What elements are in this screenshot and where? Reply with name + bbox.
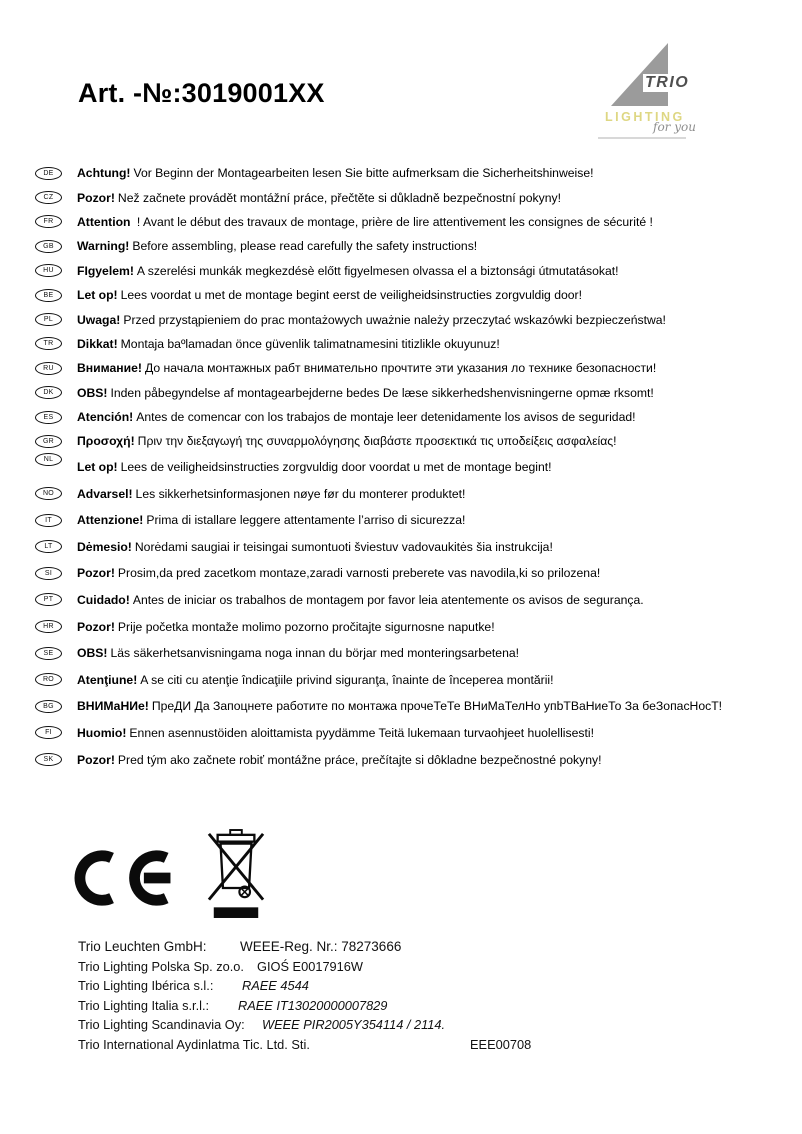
warning-row	[35, 454, 795, 481]
language-badge	[35, 362, 62, 375]
page-title: Art. -№:3019001XX	[78, 78, 325, 108]
language-code: DE	[43, 169, 54, 177]
language-badge	[35, 540, 62, 553]
language-code: CZ	[43, 194, 54, 202]
language-code: GB	[43, 242, 54, 250]
language-badge	[35, 240, 62, 253]
warning-row	[35, 405, 795, 429]
warning-sentence: Prima di istallare leggere attentamente l’arriso di sicurezza!	[146, 513, 466, 528]
language-badge	[35, 620, 62, 633]
language-code: PT	[43, 596, 54, 604]
warning-row	[35, 507, 795, 534]
language-badge	[35, 726, 62, 739]
language-code: GR	[42, 437, 55, 445]
warning-keyword: Warning!	[77, 239, 130, 254]
warning-text	[77, 540, 553, 554]
warning-text	[77, 264, 619, 278]
warning-row	[35, 640, 795, 667]
language-code: RU	[43, 364, 54, 372]
warning-row	[35, 332, 795, 356]
conformity-marks	[72, 828, 265, 920]
warnings-list	[35, 161, 795, 773]
language-badge	[35, 514, 62, 527]
company-name: Trio Lighting Scandinavia Oy:	[78, 1017, 245, 1033]
warning-text	[77, 313, 666, 327]
warning-row	[35, 210, 795, 234]
language-badge	[35, 215, 62, 228]
language-code: DK	[43, 389, 54, 397]
language-badge	[35, 673, 62, 686]
warning-row	[35, 693, 795, 720]
warning-text	[77, 361, 656, 375]
warning-keyword: Dėmesio!	[77, 539, 132, 554]
language-code: SI	[44, 569, 53, 577]
warning-sentence: Lees voordat u met de montage begint eerst de veiligheidsinstructies zorgvuldig door!	[120, 288, 582, 303]
language-badge	[35, 567, 62, 580]
warning-sentence: Prije početka montaže molimo pozorno pročitajte sigurnosne naputke!	[117, 619, 495, 634]
language-code: NL	[43, 456, 54, 464]
language-code: BG	[43, 702, 54, 710]
warning-keyword: Pozor!	[77, 752, 115, 767]
language-code: SK	[43, 756, 54, 764]
warning-sentence: Než začnete provádět montážní práce, přečtěte si důkladně bezpečnostní pokyny!	[117, 190, 561, 205]
language-badge	[35, 453, 62, 466]
warning-row	[35, 480, 795, 507]
warning-keyword: Huomio!	[77, 725, 127, 740]
warning-sentence: Prosim,da pred zacetkom montaze,zaradi varnosti preberete vas navodila,ki so prilozena!	[117, 566, 601, 581]
warning-text	[77, 566, 600, 580]
trio-lighting-text: LIGHTING	[605, 110, 685, 124]
language-code: SE	[43, 649, 54, 657]
registration-number: WEEE PIR2005Y354114 / 2114.	[262, 1017, 446, 1033]
warning-row	[35, 356, 795, 380]
warning-row	[35, 533, 795, 560]
warning-text	[77, 239, 477, 253]
warning-sentence: Ennen asennustöiden aloittamista pyydämme Teitä lukemaan turvaohjeet huolellisesti!	[129, 725, 594, 740]
warning-sentence: A se citi cu atenţie îndicaţiile privind siguranţa, înainte de începerea montării!	[140, 672, 554, 687]
company-name: Trio International Aydinlatma Tic. Ltd. Sti.	[78, 1036, 310, 1052]
registration-number: WEEE-Reg. Nr.: 78273666	[240, 939, 402, 954]
company-name: Trio Leuchten GmbH:	[78, 939, 207, 954]
language-code: TR	[43, 340, 54, 348]
warning-row	[35, 666, 795, 693]
warning-row	[35, 234, 795, 258]
warning-sentence: До начала монтажных рабт внимательно прочтите эти указания ло технике безопасности!	[144, 361, 657, 376]
warning-text	[77, 753, 601, 767]
company-row	[78, 959, 728, 978]
warning-keyword: Attenzione!	[77, 513, 144, 528]
warning-sentence: Montaja baºlamadan önce güvenlik talimatnamesini titizlikle okuyunuz!	[120, 336, 500, 351]
weee-crossed-out-bin-icon	[207, 828, 265, 920]
company-name: Trio Lighting Polska Sp. zo.o.	[78, 959, 244, 974]
language-code: LT	[44, 543, 53, 551]
warning-keyword: Dikkat!	[77, 336, 118, 351]
ce-mark-icon	[72, 838, 187, 918]
language-code: HR	[43, 623, 54, 631]
company-row	[78, 978, 728, 997]
language-code: FR	[43, 218, 54, 226]
language-badge	[35, 487, 62, 500]
warning-keyword: Προσοχή!	[77, 434, 135, 449]
warning-sentence: Läs säkerhetsanvisningama noga innan du börjar med monteringsarbetena!	[110, 646, 520, 661]
company-name: Trio Lighting Ibérica s.l.:	[78, 978, 214, 994]
warning-text	[77, 726, 594, 740]
language-badge	[35, 753, 62, 766]
warning-keyword: Uwaga!	[77, 312, 121, 327]
language-badge	[35, 647, 62, 660]
warning-sentence: Vor Beginn der Montagearbeiten lesen Sie bitte aufmerksam die Sicherheitshinweise!	[133, 166, 594, 181]
warning-text	[77, 337, 500, 351]
trio-brand-text: TRIO	[645, 74, 690, 91]
warning-sentence: Przed przystąpieniem do prac montażowych uważnie należy przeczytać wskazówki bezpieczeństwa!	[123, 312, 666, 327]
warning-keyword: Pozor!	[77, 619, 115, 634]
warning-sentence: Before assembling, please read carefully the safety instructions!	[132, 239, 478, 254]
warning-row	[35, 613, 795, 640]
language-badge	[35, 167, 62, 180]
warning-keyword: Cuidado!	[77, 592, 130, 607]
warning-keyword: Advarsel!	[77, 486, 133, 501]
warning-text	[77, 620, 495, 634]
language-badge	[35, 313, 62, 326]
warning-text	[77, 699, 722, 713]
warning-text	[77, 487, 465, 501]
warning-sentence: Pred tým ako začnete robiť montážne práce, prečítajte si dôkladne bezpečnostné pokyny!	[117, 752, 602, 767]
warning-sentence: ! Avant le début des travaux de montage, prière de lire attentivement les consignes de sécurité !	[133, 214, 653, 229]
warning-text	[77, 410, 636, 424]
language-code: NO	[42, 490, 55, 498]
warning-row	[35, 381, 795, 405]
language-code: PL	[43, 316, 54, 324]
warning-keyword: Let op!	[77, 459, 118, 474]
warning-keyword: Atención!	[77, 410, 134, 425]
warning-keyword: OBS!	[77, 646, 108, 661]
language-code: FI	[45, 729, 52, 737]
warning-keyword: OBS!	[77, 385, 108, 400]
language-badge	[35, 337, 62, 350]
warning-text	[77, 191, 561, 205]
warning-sentence: ПреДИ Да Запоцнете работите по монтажа прочеТеТе ВНиМаТелНо упbТВаНиеТо За беЗопасНосТ!	[151, 699, 723, 714]
warning-keyword: Внимание!	[77, 361, 142, 376]
warning-sentence: Πριν την διεξαγωγή της συναρμολόγησης διαβάστε προσεκτικά τις υποδείξεις ασφαλείας!	[137, 434, 617, 449]
warning-sentence: Les sikkerhetsinformasjonen nøye før du monterer produktet!	[135, 486, 466, 501]
warning-text	[77, 386, 654, 400]
company-row	[78, 1017, 728, 1036]
language-badge	[35, 435, 62, 448]
warning-sentence: Antes de iniciar os trabalhos de montagem por favor leia atentemente os avisos de segurança.	[132, 592, 644, 607]
language-badge	[35, 386, 62, 399]
company-row	[78, 939, 728, 959]
warning-row	[35, 429, 795, 453]
warning-sentence: Lees de veiligheidsinstructies zorgvuldig door voordat u met de montage begint!	[120, 459, 552, 474]
warning-keyword: Achtung!	[77, 166, 131, 181]
warning-row	[35, 720, 795, 747]
warning-text	[77, 434, 617, 448]
registration-number: RAEE 4544	[242, 978, 309, 994]
logo-underline	[598, 137, 686, 139]
language-badge	[35, 264, 62, 277]
warning-text	[77, 513, 465, 527]
warning-row	[35, 746, 795, 773]
trio-logo	[598, 38, 718, 143]
company-row	[78, 998, 728, 1017]
warning-row	[35, 259, 795, 283]
company-registration-block	[78, 939, 728, 1056]
warning-text	[77, 646, 519, 660]
warning-sentence: Norėdami saugiai ir teisingai sumontuoti šviestuv vadovaukitės šia instrukcija!	[134, 539, 553, 554]
warning-row	[35, 161, 795, 185]
warning-keyword: Atenţiune!	[77, 672, 138, 687]
language-badge	[35, 191, 62, 204]
warning-row	[35, 587, 795, 614]
warning-text	[77, 215, 653, 229]
language-code: ES	[43, 413, 54, 421]
warning-row	[35, 185, 795, 209]
warning-text	[77, 288, 582, 302]
company-row	[78, 1037, 728, 1056]
language-code: IT	[45, 516, 52, 524]
warning-keyword: Pozor!	[77, 190, 115, 205]
warning-text	[77, 166, 594, 180]
language-code: BE	[43, 291, 54, 299]
registration-number: EEE00708	[470, 1036, 532, 1052]
language-badge	[35, 289, 62, 302]
warning-row	[35, 307, 795, 331]
warning-text	[77, 673, 554, 687]
warning-text	[77, 460, 552, 474]
registration-number: RAEE IT13020000007829	[238, 997, 388, 1013]
warning-keyword: Pozor!	[77, 566, 115, 581]
warning-keyword: FIgyelem!	[77, 263, 134, 278]
warning-keyword: ВНИМаНИе!	[77, 699, 149, 714]
language-badge	[35, 593, 62, 606]
language-badge	[35, 411, 62, 424]
language-badge	[35, 700, 62, 713]
warning-sentence: Antes de comencar con los trabajos de montaje leer detenidamente los avisos de seguridad!	[136, 410, 636, 425]
trio-tagline-text: for you	[653, 120, 696, 134]
language-code: HU	[43, 267, 54, 275]
warning-row	[35, 283, 795, 307]
warning-sentence: Inden påbegyndelse af montagearbejderne bedes De læse sikkerhedshenvisningerne opmæ rksomt!	[110, 385, 654, 400]
warning-keyword: Attention	[77, 214, 131, 229]
company-name: Trio Lighting Italia s.r.l.:	[78, 997, 210, 1013]
warning-text	[77, 593, 644, 607]
registration-number: GIOŚ E0017916W	[257, 959, 363, 974]
warning-keyword: Let op!	[77, 288, 118, 303]
warning-sentence: A szerelési munkák megkezdésè előtt figyelmesen olvassa el a biztonsági útmutatásokat!	[136, 263, 619, 278]
warning-row	[35, 560, 795, 587]
language-code: RO	[42, 676, 55, 684]
